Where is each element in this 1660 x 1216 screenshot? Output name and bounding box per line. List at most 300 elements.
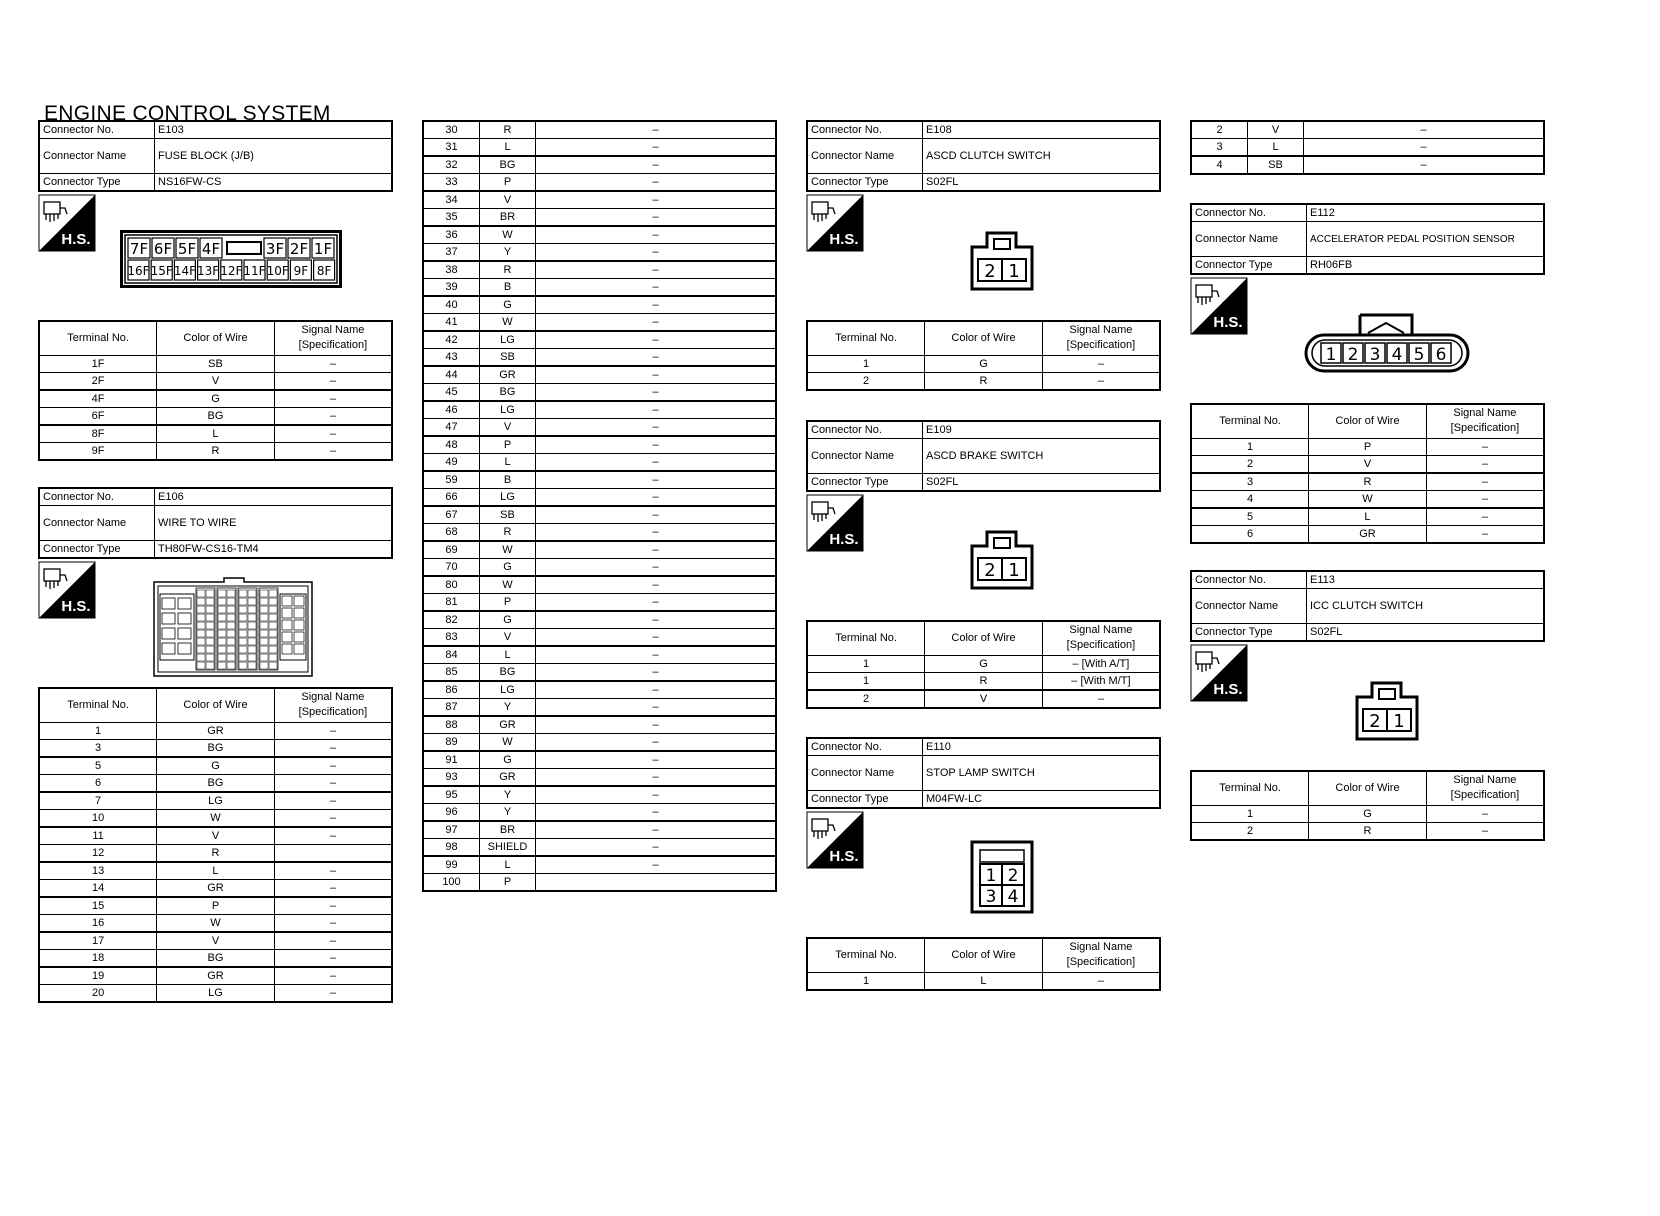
e108-connector-face — [970, 231, 1034, 291]
table-row — [423, 839, 776, 857]
table-row — [423, 874, 776, 892]
table-row — [39, 355, 392, 372]
terminal-no: 42 — [423, 331, 480, 349]
terminal-no: 9F — [39, 442, 157, 460]
terminal-no: 69 — [423, 541, 480, 559]
wire-color: L — [480, 454, 536, 472]
signal-name: – — [536, 156, 777, 174]
connector-name-label: Connector Name — [807, 439, 923, 474]
wire-color: G — [925, 655, 1043, 672]
terminal-no: 88 — [423, 716, 480, 734]
signal-name: – — [536, 716, 777, 734]
table-row — [423, 454, 776, 472]
signal-name: – — [536, 839, 777, 857]
connector-type-value: RH06FB — [1307, 257, 1545, 275]
wire-color: W — [480, 226, 536, 244]
table-row — [39, 914, 392, 932]
wire-color: LG — [480, 331, 536, 349]
wire-color: L — [1309, 508, 1427, 526]
wire-color: W — [480, 734, 536, 752]
wire-color: R — [925, 672, 1043, 690]
connector-type-label: Connector Type — [807, 174, 923, 192]
table-row — [1191, 438, 1544, 455]
terminal-no-header: Terminal No. — [807, 321, 925, 355]
e110-header — [806, 737, 1161, 809]
e108-terminal-table — [806, 320, 1161, 391]
signal-name: – — [536, 226, 777, 244]
connector-type-value: NS16FW-CS — [155, 174, 393, 192]
wire-color: V — [480, 419, 536, 437]
table-row — [1191, 508, 1544, 526]
wire-color: Y — [480, 786, 536, 804]
harness-side-icon — [806, 194, 864, 252]
wire-color: R — [1309, 473, 1427, 491]
signal-name: – — [274, 862, 392, 880]
table-row — [39, 774, 392, 792]
pin-label: 9F — [293, 264, 309, 278]
table-row — [423, 121, 776, 139]
wire-color: R — [480, 261, 536, 279]
terminal-no: 91 — [423, 751, 480, 769]
e113-connector-face — [1355, 681, 1419, 741]
signal-header: Signal Name [Specification] — [1426, 404, 1544, 438]
signal-name: – — [1042, 372, 1160, 390]
terminal-no: 68 — [423, 524, 480, 542]
signal-name: – — [1042, 355, 1160, 372]
signal-name: – — [536, 594, 777, 612]
signal-name: – — [1426, 490, 1544, 508]
color-header: Color of Wire — [1309, 404, 1427, 438]
signal-header: Signal Name [Specification] — [1042, 321, 1160, 355]
e113-terminal-table — [1190, 770, 1545, 841]
table-row — [807, 690, 1160, 708]
table-row — [807, 972, 1160, 990]
table-row — [423, 716, 776, 734]
connector-no-value: E112 — [1307, 204, 1545, 222]
connector-name-value: ASCD CLUTCH SWITCH — [923, 139, 1161, 174]
wire-color: W — [157, 914, 275, 932]
wire-color: LG — [157, 984, 275, 1002]
table-row — [423, 856, 776, 874]
pin-label: 10F — [266, 264, 289, 278]
connector-name-value: FUSE BLOCK (J/B) — [155, 139, 393, 174]
table-row — [423, 821, 776, 839]
terminal-no: 4 — [1191, 156, 1248, 174]
signal-name: – — [536, 576, 777, 594]
pin-label: 1 — [1393, 711, 1405, 732]
signal-name: – — [536, 541, 777, 559]
connector-name-label: Connector Name — [807, 139, 923, 174]
signal-name: – — [536, 786, 777, 804]
wire-color: GR — [1309, 525, 1427, 543]
terminal-no: 3 — [1191, 139, 1248, 157]
signal-name: – — [274, 897, 392, 915]
table-row — [423, 244, 776, 262]
connector-no-value: E113 — [1307, 571, 1545, 589]
terminal-no: 4F — [39, 390, 157, 408]
pin-label: 16F — [127, 264, 150, 278]
signal-name: – — [536, 279, 777, 297]
table-row — [423, 489, 776, 507]
signal-name: – — [536, 454, 777, 472]
table-row — [39, 827, 392, 845]
signal-name: – — [274, 372, 392, 390]
pin-label: 3F — [265, 240, 285, 258]
terminal-no: 45 — [423, 384, 480, 402]
pin-label: 1F — [313, 240, 333, 258]
harness-side-icon — [806, 811, 864, 869]
terminal-no: 46 — [423, 401, 480, 419]
signal-name: – — [1426, 473, 1544, 491]
table-row — [39, 442, 392, 460]
terminal-no: 66 — [423, 489, 480, 507]
pin-label: 1 — [1008, 261, 1020, 282]
terminal-no: 12 — [39, 844, 157, 862]
terminal-no: 38 — [423, 261, 480, 279]
wire-color: V — [1248, 121, 1304, 139]
terminal-no: 17 — [39, 932, 157, 950]
signal-name: – — [536, 419, 777, 437]
connector-no-label: Connector No. — [807, 421, 923, 439]
terminal-no: 93 — [423, 769, 480, 787]
wire-color: B — [480, 279, 536, 297]
color-header: Color of Wire — [157, 688, 275, 722]
signal-name: – — [274, 914, 392, 932]
terminal-no-header: Terminal No. — [39, 688, 157, 722]
table-row — [39, 792, 392, 810]
harness-side-icon — [1190, 277, 1248, 335]
table-row — [423, 331, 776, 349]
signal-name — [536, 874, 777, 892]
connector-no-value: E108 — [923, 121, 1161, 139]
wire-color: SHIELD — [480, 839, 536, 857]
hs-label: H.S. — [61, 231, 91, 248]
signal-name: – — [536, 506, 777, 524]
table-row — [423, 314, 776, 332]
wire-color: P — [480, 174, 536, 192]
e106-terminal-table-continued — [422, 120, 777, 892]
signal-header: Signal Name [Specification] — [274, 321, 392, 355]
wire-color: V — [480, 191, 536, 209]
terminal-no: 70 — [423, 559, 480, 577]
harness-side-icon — [38, 194, 96, 252]
signal-name: – — [536, 734, 777, 752]
wire-color: L — [1248, 139, 1304, 157]
color-header: Color of Wire — [925, 938, 1043, 972]
e106-header — [38, 487, 393, 559]
signal-name: – — [536, 681, 777, 699]
terminal-no: 37 — [423, 244, 480, 262]
signal-name: – — [536, 436, 777, 454]
signal-name: – — [274, 984, 392, 1002]
terminal-no: 1 — [1191, 805, 1309, 822]
terminal-no: 1 — [807, 355, 925, 372]
connector-type-value: M04FW-LC — [923, 791, 1161, 809]
table-row — [39, 425, 392, 443]
harness-side-icon — [806, 494, 864, 552]
table-row — [423, 436, 776, 454]
pin-label: 11F — [243, 264, 266, 278]
hs-label: H.S. — [829, 848, 859, 865]
pin-label: 13F — [197, 264, 220, 278]
connector-type-value: S02FL — [923, 174, 1161, 192]
terminal-no: 1F — [39, 355, 157, 372]
pin-label: 6 — [1435, 345, 1447, 365]
wire-color: GR — [157, 967, 275, 985]
terminal-no: 40 — [423, 296, 480, 314]
signal-name: – — [1426, 805, 1544, 822]
connector-name-label: Connector Name — [807, 756, 923, 791]
pin-label: 3 — [1369, 345, 1381, 365]
table-row — [1191, 455, 1544, 473]
page-title: ENGINE CONTROL SYSTEM — [44, 102, 331, 125]
wire-color: R — [157, 844, 275, 862]
signal-name: – — [274, 949, 392, 967]
terminal-no: 5 — [1191, 508, 1309, 526]
table-row — [39, 390, 392, 408]
signal-name: – — [536, 769, 777, 787]
table-row — [39, 879, 392, 897]
hs-label: H.S. — [829, 231, 859, 248]
terminal-no: 19 — [39, 967, 157, 985]
signal-name: – — [1042, 690, 1160, 708]
table-row — [1191, 822, 1544, 840]
e110-terminal-table — [806, 937, 1161, 991]
wire-color: G — [480, 751, 536, 769]
table-row — [423, 296, 776, 314]
wire-color: G — [480, 559, 536, 577]
terminal-no: 39 — [423, 279, 480, 297]
e112-terminal-table — [1190, 403, 1545, 544]
terminal-no: 44 — [423, 366, 480, 384]
wire-color: Y — [480, 244, 536, 262]
terminal-no: 15 — [39, 897, 157, 915]
signal-name: – — [274, 425, 392, 443]
table-row — [423, 419, 776, 437]
signal-name: – — [1426, 822, 1544, 840]
wire-color: GR — [480, 366, 536, 384]
wire-color: LG — [480, 489, 536, 507]
terminal-no: 3 — [1191, 473, 1309, 491]
table-row — [1191, 525, 1544, 543]
wire-color: SB — [157, 355, 275, 372]
wire-color: BR — [480, 821, 536, 839]
wire-color: BG — [157, 774, 275, 792]
terminal-no: 36 — [423, 226, 480, 244]
terminal-no: 20 — [39, 984, 157, 1002]
terminal-no: 18 — [39, 949, 157, 967]
signal-name: – — [1426, 438, 1544, 455]
terminal-no: 86 — [423, 681, 480, 699]
connector-name-value: STOP LAMP SWITCH — [923, 756, 1161, 791]
signal-header: Signal Name [Specification] — [1042, 938, 1160, 972]
signal-name: – — [536, 209, 777, 227]
wire-color: V — [157, 932, 275, 950]
terminal-no: 41 — [423, 314, 480, 332]
wire-color: BG — [157, 739, 275, 757]
wire-color: W — [1309, 490, 1427, 508]
wire-color: BR — [480, 209, 536, 227]
wire-color: V — [480, 629, 536, 647]
e103-header — [38, 120, 393, 192]
wire-color: GR — [480, 769, 536, 787]
terminal-no: 48 — [423, 436, 480, 454]
signal-name: – — [274, 774, 392, 792]
signal-name: – — [536, 699, 777, 717]
signal-name: – — [536, 611, 777, 629]
terminal-no: 4 — [1191, 490, 1309, 508]
harness-side-icon — [1190, 644, 1248, 702]
wire-color: Y — [480, 804, 536, 822]
table-row — [423, 751, 776, 769]
signal-name: – — [536, 751, 777, 769]
connector-name-label: Connector Name — [39, 506, 155, 541]
signal-name: – — [536, 191, 777, 209]
table-row — [39, 949, 392, 967]
wire-color: LG — [480, 401, 536, 419]
table-row — [39, 932, 392, 950]
table-row — [423, 174, 776, 192]
signal-name: – — [1304, 121, 1545, 139]
terminal-no: 1 — [39, 722, 157, 739]
pin-label: 1 — [1325, 345, 1337, 365]
terminal-no-header: Terminal No. — [807, 621, 925, 655]
table-row — [423, 559, 776, 577]
signal-name: – — [536, 121, 777, 139]
terminal-no: 47 — [423, 419, 480, 437]
signal-name: – — [536, 384, 777, 402]
connector-no-label: Connector No. — [807, 121, 923, 139]
pin-label: 7F — [129, 240, 149, 258]
signal-name: – — [536, 629, 777, 647]
wire-color: V — [1309, 455, 1427, 473]
wire-color: R — [157, 442, 275, 460]
pin-label: 4 — [1391, 345, 1403, 365]
signal-header: Signal Name [Specification] — [274, 688, 392, 722]
signal-name: – — [274, 407, 392, 425]
connector-no-label: Connector No. — [39, 488, 155, 506]
table-row — [423, 471, 776, 489]
wire-color: P — [1309, 438, 1427, 455]
e112-header — [1190, 203, 1545, 275]
pin-label: 5 — [1413, 345, 1425, 365]
terminal-no: 98 — [423, 839, 480, 857]
connector-no-label: Connector No. — [1191, 204, 1307, 222]
signal-name: – — [274, 792, 392, 810]
signal-header: Signal Name [Specification] — [1426, 771, 1544, 805]
wire-color: G — [480, 611, 536, 629]
signal-name: – — [536, 401, 777, 419]
terminal-no: 1 — [1191, 438, 1309, 455]
signal-name: – — [1304, 139, 1545, 157]
wire-color: GR — [157, 879, 275, 897]
hs-label: H.S. — [1213, 314, 1243, 331]
connector-name-label: Connector Name — [39, 139, 155, 174]
pin-label: 1 — [985, 866, 997, 886]
connector-no-value: E103 — [155, 121, 393, 139]
table-row — [423, 279, 776, 297]
wire-color: L — [157, 425, 275, 443]
table-row — [423, 226, 776, 244]
table-row — [423, 366, 776, 384]
signal-name: – — [536, 349, 777, 367]
signal-name: – — [536, 524, 777, 542]
terminal-no: 10 — [39, 809, 157, 827]
pin-label: 2F — [289, 240, 309, 258]
pin-label: 3 — [985, 887, 997, 907]
table-row — [423, 349, 776, 367]
signal-name: – — [1426, 508, 1544, 526]
connector-no-label: Connector No. — [807, 738, 923, 756]
table-row — [807, 655, 1160, 672]
table-row — [39, 984, 392, 1002]
signal-name: – — [536, 804, 777, 822]
signal-name: – — [274, 932, 392, 950]
table-row — [39, 407, 392, 425]
table-row — [423, 209, 776, 227]
signal-name — [274, 844, 392, 862]
table-row — [39, 809, 392, 827]
table-row — [423, 734, 776, 752]
wire-color: GR — [157, 722, 275, 739]
connector-type-label: Connector Type — [807, 474, 923, 492]
table-row — [423, 139, 776, 157]
wire-color: L — [157, 862, 275, 880]
wire-color: P — [157, 897, 275, 915]
table-row — [423, 594, 776, 612]
terminal-no: 84 — [423, 646, 480, 664]
table-row — [1191, 139, 1544, 157]
pin-label: 14F — [173, 264, 196, 278]
wire-color: Y — [480, 699, 536, 717]
terminal-no: 2F — [39, 372, 157, 390]
terminal-no-header: Terminal No. — [1191, 771, 1309, 805]
terminal-no: 2 — [1191, 121, 1248, 139]
pin-label: 4 — [1007, 887, 1019, 907]
wire-color: G — [157, 757, 275, 775]
signal-name: – — [536, 559, 777, 577]
wire-color: L — [480, 139, 536, 157]
pin-label: 8F — [316, 264, 332, 278]
table-row — [423, 611, 776, 629]
wire-color: G — [925, 355, 1043, 372]
color-header: Color of Wire — [1309, 771, 1427, 805]
terminal-no: 82 — [423, 611, 480, 629]
signal-name: – — [536, 244, 777, 262]
wire-color: BG — [157, 949, 275, 967]
wire-color: W — [480, 576, 536, 594]
terminal-no: 6 — [39, 774, 157, 792]
table-row — [423, 156, 776, 174]
table-row — [423, 804, 776, 822]
connector-type-label: Connector Type — [39, 541, 155, 559]
connector-type-label: Connector Type — [39, 174, 155, 192]
terminal-no: 35 — [423, 209, 480, 227]
terminal-no: 14 — [39, 879, 157, 897]
wire-color: V — [157, 372, 275, 390]
signal-name: – — [274, 809, 392, 827]
signal-name: – — [274, 757, 392, 775]
table-row — [39, 967, 392, 985]
signal-name: – — [1426, 455, 1544, 473]
wire-color: L — [480, 646, 536, 664]
terminal-no: 1 — [807, 655, 925, 672]
table-row — [39, 844, 392, 862]
table-row — [39, 862, 392, 880]
pin-label: 12F — [220, 264, 243, 278]
terminal-no: 97 — [423, 821, 480, 839]
signal-header: Signal Name [Specification] — [1042, 621, 1160, 655]
